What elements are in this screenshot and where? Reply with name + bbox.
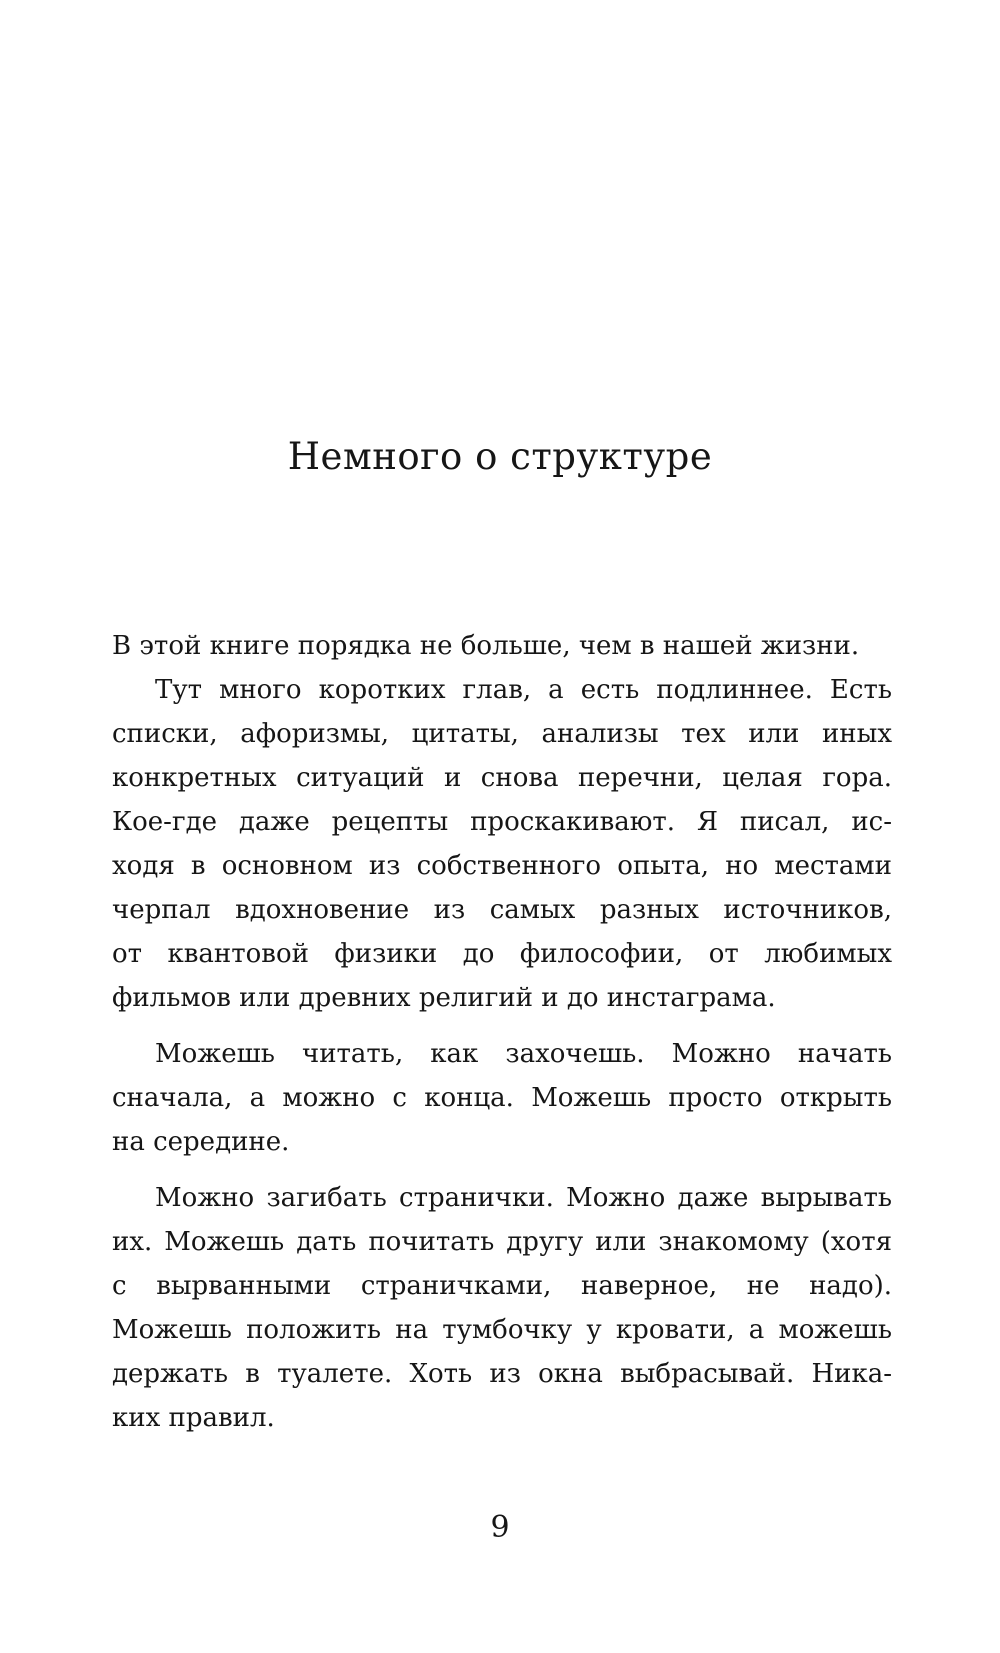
text-line: их. Можешь дать почитать другу или знакомому (хотя (112, 1227, 892, 1257)
text-line: Можно загибать странички. Можно даже вырывать (155, 1183, 892, 1213)
text-line: конкретных ситуаций и снова перечни, целая гора. (112, 763, 892, 793)
text-line: на середине. (112, 1127, 290, 1157)
text-line: В этой книге порядка не больше, чем в нашей жизни. (112, 631, 860, 661)
text-line: от квантовой физики до философии, от любимых (112, 939, 892, 969)
paragraph-1 (112, 624, 892, 668)
text-line: черпал вдохновение из самых разных источников, (112, 895, 892, 925)
page-number: 9 (490, 1510, 510, 1545)
text-line: сначала, а можно с конца. Можешь просто открыть (112, 1083, 892, 1113)
text-line: Можешь читать, как захочешь. Можно начать (155, 1039, 892, 1069)
text-line: ких правил. (112, 1403, 275, 1433)
text-line: Можешь положить на тумбочку у кровати, а можешь (112, 1315, 892, 1345)
text-line: с вырванными страничками, наверное, не надо). (112, 1271, 892, 1301)
text-line: списки, афоризмы, цитаты, анализы тех или иных (112, 719, 892, 749)
paragraph-3 (112, 1032, 892, 1164)
text-line: держать в туалете. Хоть из окна выбрасывай. Ника- (112, 1359, 892, 1389)
text-line: Тут много коротких глав, а есть подлиннее. Есть (155, 675, 892, 705)
body-text (112, 624, 892, 1440)
text-line: Кое-где даже рецепты проскакивают. Я писал, ис- (112, 807, 892, 837)
text-line: ходя в основном из собственного опыта, но местами (112, 851, 892, 881)
chapter-title: Немного о структуре (287, 435, 713, 478)
paragraph-2 (112, 668, 892, 1020)
paragraph-4 (112, 1176, 892, 1440)
text-line: фильмов или древних религий и до инстаграма. (112, 983, 776, 1013)
